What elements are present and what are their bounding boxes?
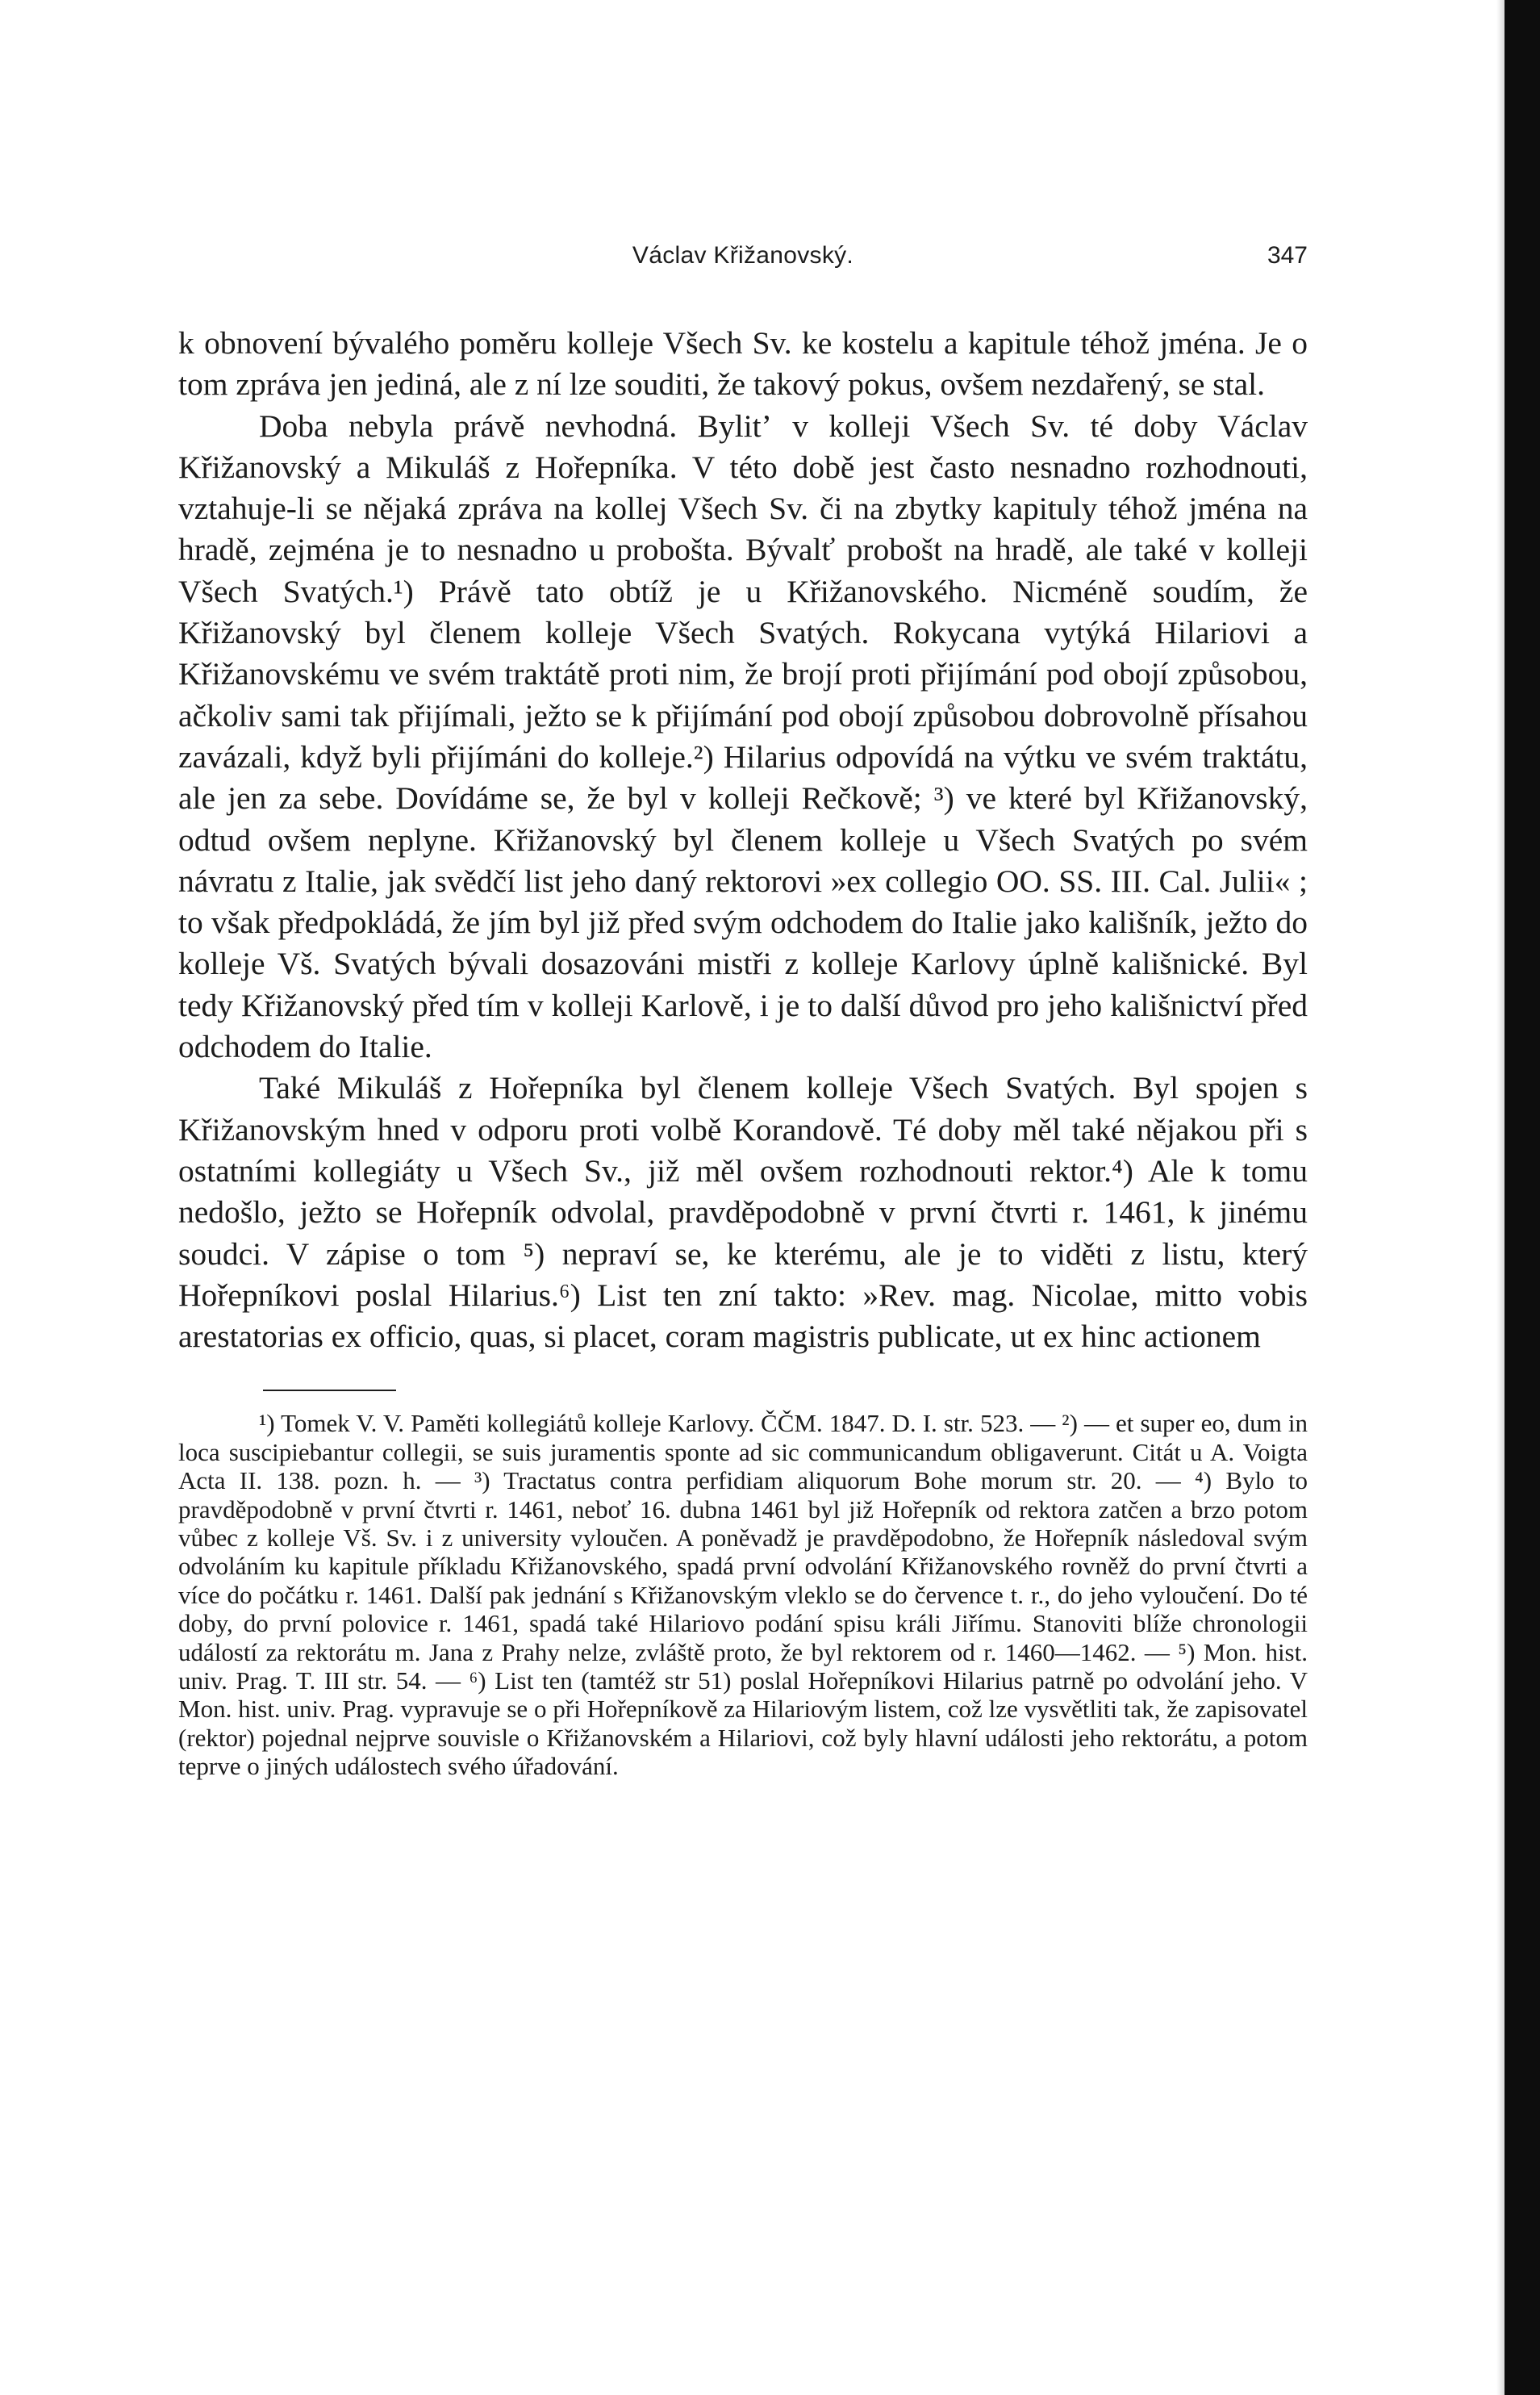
scan-border [1505,0,1540,2395]
paragraph: Také Mikuláš z Hořepníka byl členem kolleje Všech Svatých. Byl spojen s Křižanovským hned v odporu proti volbě Korandově. Té doby měl také nějakou při s ostatními kollegiáty u Všech Sv., již měl ovšem rozhodnouti rektor.⁴) Ale k tomu nedošlo, ježto se Hořepník odvolal, pravděpodobně v první čtvrti r. 1461, k jinému soudci. V zápise o tom ⁵) nepraví se, ke kterému, ale je to viděti z listu, který Hořepníkovi poslal Hilarius.⁶) List ten zní takto: »Rev. mag. Nicolae, mitto vobis arestatorias ex officio, quas, si placet, coram magistris publicate, ut ex hinc actionem [178,1070,1308,1355]
running-head: Václav Křižanovský. [632,242,854,269]
paragraph: Doba nebyla právě nevhodná. Bylitʼ v kolleji Všech Sv. té doby Václav Křižanovský a Mikuláš z Hořepníka. V této době jest často nesnadno rozhodnouti, vztahuje-li se nějaká zpráva na kollej Všech Sv. či na zbytky kapituly téhož jména na hradě, zejména je to nesnadno u probošta. Bývalť probošt na hradě, ale také v kolleji Všech Svatých.¹) Právě tato obtíž je u Křižanovského. Nicméně soudím, že Křižanovský byl členem kolleje Všech Svatých. Rokycana vytýká Hilariovi a Křižanovskému ve svém traktátě proti nim, že brojí proti přijímání pod obojí způsobou, ačkoliv sami tak přijímali, ježto se k přijímání pod obojí způsobou dobrovolně přísahou zavázali, když byli přijímáni do kolleje.²) Hilarius odpovídá na výtku ve svém traktátu, ale jen za sebe. Dovídáme se, že byl v kolleji Rečkově; ³) ve které byl Křižanovský, odtud ovšem neplyne. Křižanovský byl členem kolleje u Všech Svatých po svém návratu z Italie, jak svědčí list jeho daný rektorovi »ex collegio OO. SS. III. Cal. Julii« ; to však předpokládá, že jím byl již před svým odchodem do Italie jako kališník, ježto do kolleje Vš. Svatých bývali dosazováni mistři z kolleje Karlovy úplně kališnické. Byl tedy Křižanovský před tím v kolleji Karlově, i je to další důvod pro jeho kališnictví před odchodem do Italie. [178,408,1308,1065]
body-text [178,323,1308,1357]
footnotes: ¹) Tomek V. V. Paměti kollegiátů kolleje Karlovy. ČČM. 1847. D. I. str. 523. — ²) — et super eo, dum in loca suscipiebantur collegii, se suis juramentis sponte ad sic communicandum obligaverunt. Citát u A. Voigta Acta II. 138. pozn. h. — ³) Tractatus contra perfidiam aliquorum Bohe morum str. 20. — ⁴) Bylo to pravděpodobně v první čtvrti r. 1461, neboť 16. dubna 1461 byl již Hořepník od rektora zatčen a brzo potom vůbec z kolleje Vš. Sv. i z university vyloučen. A poněvadž je pravděpodobno, že Hořepník následoval svým odvoláním ku kapitule příkladu Křižanovského, spadá první odvolání Křižanovského rovněž do první čtvrti a více do počátku r. 1461. Další pak jednání s Křižanovským vleklo se do července t. r., do jeho vyloučení. Do té doby, do první polovice r. 1461, spadá také Hilariovo podání spisu králi Jiřímu. Stanoviti blíže chronologii událostí za rektorátu m. Jana z Prahy nelze, zvláště proto, že byl rektorem od r. 1460—1462. — ⁵) Mon. hist. univ. Prag. T. III str. 54. — ⁶) List ten (tamtéž str 51) poslal Hořepníkovi Hilarius patrně po odvolání jeho. V Mon. hist. univ. Prag. vypravuje se o při Hořepníkově za Hilariovým listem, což lze vysvětliti tak, že zapisovatel (rektor) pojednal nejprve souvisle o Křižanovském a Hilariovi, což byly hlavní události jeho rektorátu, a potom teprve o jiných událostech svého úřadování. [178,1409,1308,1781]
book-page [178,242,1308,1781]
page-header [178,242,1308,282]
scan-shadow [1496,0,1505,2395]
page-number: 347 [1267,242,1308,269]
footnote-divider [263,1390,396,1391]
paragraph: k obnovení bývalého poměru kolleje Všech Sv. ke kostelu a kapitule téhož jména. Je o tom zpráva jen jediná, ale z ní lze souditi, že takový pokus, ovšem nezdařený, se stal. [178,325,1308,403]
